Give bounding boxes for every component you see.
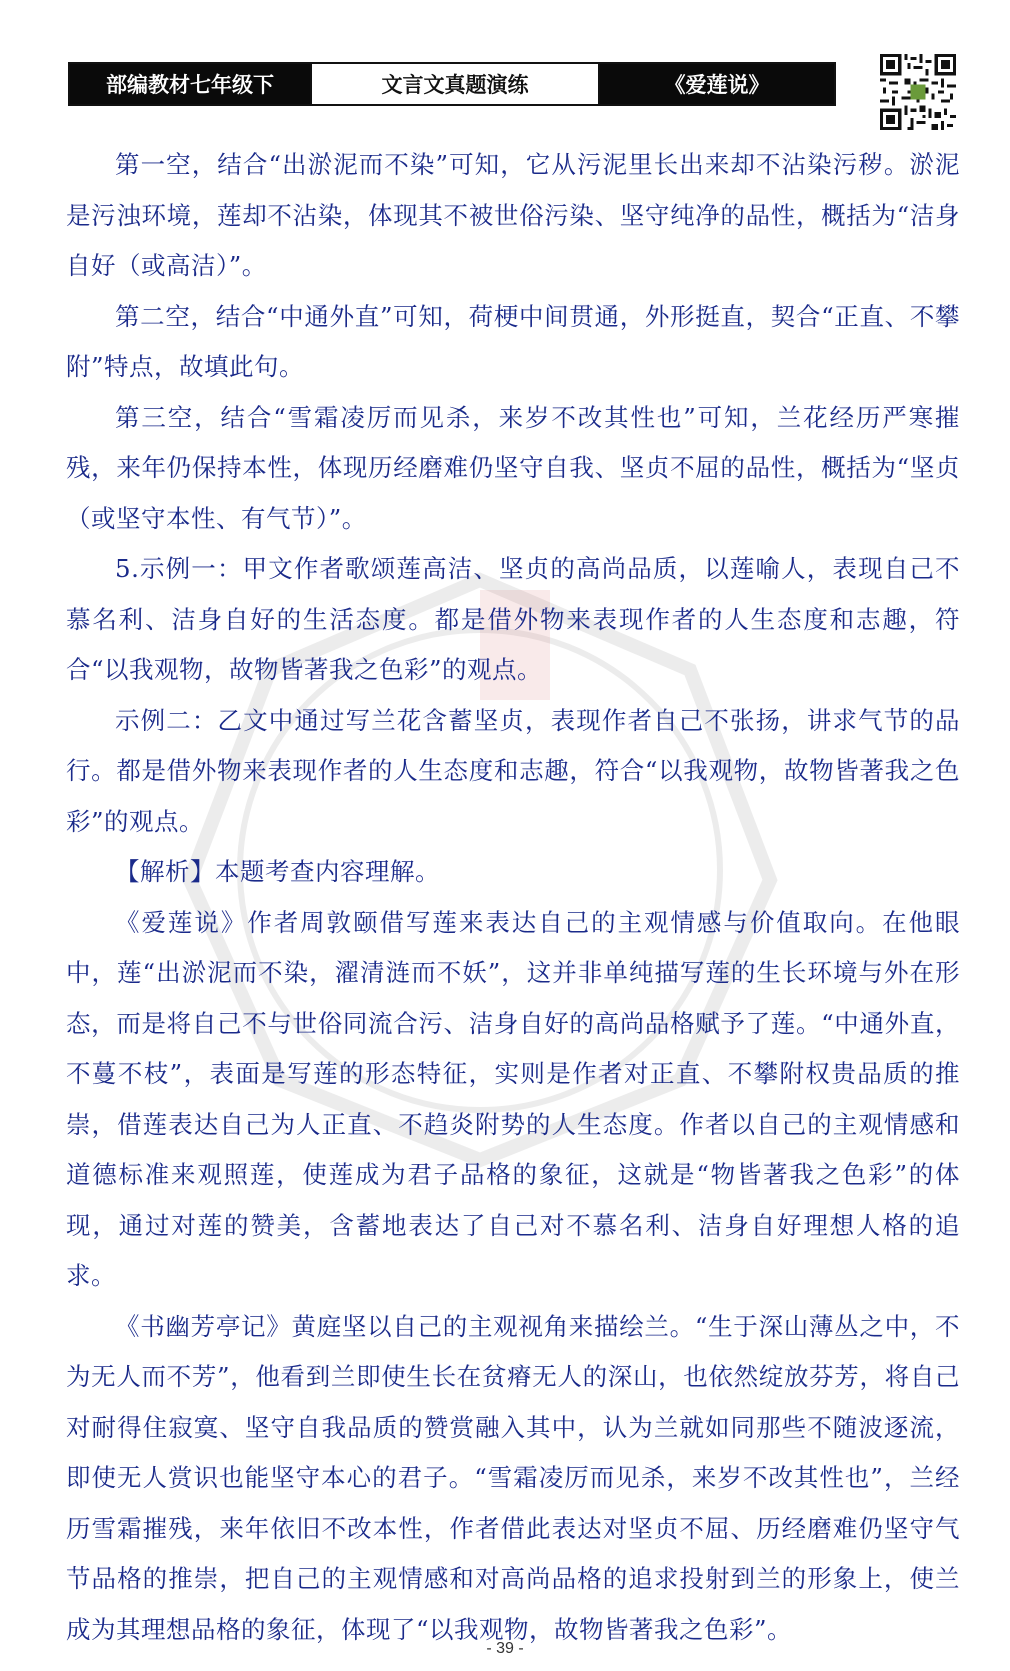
paragraph-example-two: 示例二：乙文中通过写兰花含蓄坚贞，表现作者自己不张扬，讲求气节的品行。都是借外物来表现作者的人生态度和志趣，符合“以我观物，故物皆著我之色彩”的观点。 [66, 705, 960, 836]
paragraph-blank-three: 第三空，结合“雪霜凌厉而见杀，来岁不改其性也”可知，兰花经历严寒摧残，来年仍保持本性，体现历经磨难仍坚守自我、坚贞不屈的品性，概括为“坚贞（或坚守本性、有气节）”。 [66, 402, 960, 533]
header-lesson-title: 《爱莲说》 [600, 64, 834, 104]
header-textbook-label: 部编教材七年级下 [70, 64, 310, 104]
page-header [68, 62, 836, 106]
paragraph-analysis-heading: 【解析】本题考查内容理解。 [115, 857, 440, 886]
paragraph-blank-one: 第一空，结合“出淤泥而不染”可知，它从污泥里长出来却不沾染污秽。淤泥是污浊环境，莲却不沾染，体现其不被世俗污染、坚守纯净的品性，概括为“洁身自好（或高洁）”。 [66, 150, 960, 280]
paragraph-ailianshuo-analysis: 《爱莲说》作者周敦颐借写莲来表达自己的主观情感与价值取向。在他眼中，莲“出淤泥而不染，濯清涟而不妖”，这并非单纯描写莲的生长环境与外在形态，而是将自己不与世俗同流合污、洁身自好的高尚品格赋予了莲。“中通外直，不蔓不枝”，表面是写莲的形态特征，实则是作者对正直、不攀附权贵品质的推崇，借莲表达自己为人正直、不趋炎附势的人生态度。作者以自己的主观情感和道德标准来观照莲，使莲成为君子品格的象征，这就是“物皆著我之色彩”的体现，通过对莲的赞美，含蓄地表达了自己对不慕名利、洁身自好理想人格的追求。 [66, 907, 960, 1290]
paragraph-blank-two: 第二空，结合“中通外直”可知，荷梗中间贯通，外形挺直，契合“正直、不攀附”特点，故填此句。 [66, 301, 960, 381]
paragraph-example-one: 5.示例一：甲文作者歌颂莲高洁、坚贞的高尚品质，以莲喻人，表现自己不慕名利、洁身自好的生活态度。都是借外物来表现作者的人生态度和志趣，符合“以我观物，故物皆著我之色彩”的观点。 [66, 554, 960, 684]
page-number: - 39 - [486, 1640, 524, 1657]
answer-content [66, 140, 960, 1655]
qr-code-icon [880, 54, 956, 130]
paragraph-youfangting-analysis: 《书幽芳亭记》黄庭坚以自己的主观视角来描绘兰。“生于深山薄丛之中，不为无人而不芳”，他看到兰即使生长在贫瘠无人的深山，也依然绽放芬芳，将自己对耐得住寂寞、坚守自我品质的赞赏融入其中，认为兰就如同那些不随波逐流，即使无人赏识也能坚守本心的君子。“雪霜凌厉而见杀，来岁不改其性也”，兰经历雪霜摧残，来年依旧不改本性，作者借此表达对坚贞不屈、历经磨难仍坚守气节品格的推崇，把自己的主观情感和对高尚品格的追求投射到兰的形象上，使兰成为其理想品格的象征，体现了“以我观物，故物皆著我之色彩”。 [66, 1311, 960, 1644]
header-section-title: 文言文真题演练 [310, 64, 600, 104]
